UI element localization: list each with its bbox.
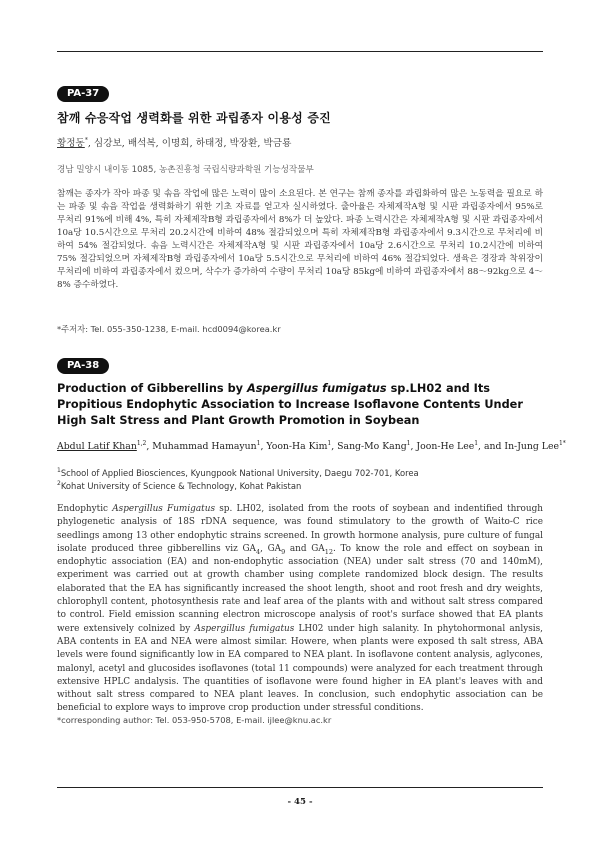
body-text-run: . To know the role and effect on soybean in endophytic association (EA) and non-endophytic association (NEA) under salt stress (70 and 140mM), experiment was carried out at growth chamber using complete randomized block design. The results elaborated that the EA has significantly increased the shoot length, shoot and root fresh and dry weights, chlorophyll content, photosynthesis rate and leaf area of the plants with and without salt stress compared to control. Field emission scanning electron microscope analysis of root's surface showed that EA plants were extensively colnized by — [57, 543, 543, 634]
corresponding-author-note-ko: *주저자: Tel. 055-350-1238, E-mail. hcd0094@korea.kr — [57, 324, 281, 334]
author-affiliation-mark: 1 — [474, 439, 479, 447]
author-affiliation-mark: 1* — [558, 439, 566, 447]
author-name-en: Joon-He Lee — [416, 441, 475, 452]
author-list-ko — [57, 135, 291, 149]
author-name-en: Sang-Mo Kang — [337, 441, 407, 452]
subscript: 12 — [324, 547, 333, 556]
abstract-body-en — [57, 503, 543, 716]
page-number: - 45 - — [287, 797, 313, 807]
affiliation-line-en — [57, 468, 419, 478]
subscript: 9 — [281, 547, 286, 556]
affiliation-line-en — [57, 481, 301, 491]
author-separator: , — [257, 138, 264, 149]
title-en-species: Aspergillus fumigatus — [246, 382, 387, 395]
species-name: Aspergillus Fumigatus — [112, 504, 215, 514]
author-separator: , and — [478, 441, 505, 452]
author-name-ko: 하태정 — [195, 138, 224, 149]
author-name-en: Abdul Latif Khan — [57, 441, 137, 452]
author-mark-ko: * — [84, 136, 88, 144]
affiliation-ko: 경남 밀양시 내이동 1085, 농촌진흥청 국립식량과학원 기능성작물부 — [57, 165, 314, 175]
author-name-ko: 심강보 — [93, 138, 122, 149]
species-name: Aspergillus fumigatus — [194, 623, 295, 634]
body-text-run: sp. LH02, isolated from the roots of soybean and indentified through phylogenetic analysis of 18S rDNA sequence, was found stimulatory to the growth of Waito-C rice seedlings among 13 other endophytic strains screened. In growth hormone analysis, pure culture of fungal isolate produced three gibberellins viz GA — [57, 504, 544, 554]
author-separator: , — [155, 138, 162, 149]
subscript: 4 — [255, 547, 261, 556]
body-text-run: Endophytic — [57, 504, 113, 514]
top-rule — [57, 51, 543, 52]
title-en-part2: sp.LH02 and Its Propitious Endophytic Association to Increase Isoflavone Contents Under High Salt Stress and Plant Growth Promotion in Soybean — [57, 382, 523, 427]
body-text-run: LH02 under high salanity. In phytohormonal anlysis, ABA contents in EA and NEA were almost similar. Howere, when plants were exposed th salt stress, ABA levels were found significantly low in EA compared to NEA plant. In isoflavone content analysis, aglycones, malonyl, acetyl and glucosides isoflavones (total 11 compounds) were analyzed for each treatment through extensive HPLC andalysis. The quantities of isoflavone were found higher in EA plant's leaves with and without salt stress compared to NEA plant leaves. In conclusion, such endophytic association can be beneficial to explore ways to improve crop production under stressful conditions. — [57, 623, 543, 714]
author-affiliation-mark: 1,2 — [136, 439, 147, 447]
abstract-badge-pa37: PA-37 — [57, 86, 109, 102]
corresponding-author-note-en: *corresponding author: Tel. 053-950-5708, E-mail. ijlee@knu.ac.kr — [57, 715, 332, 725]
abstract-title-ko: 참깨 슈응작업 생력화를 위한 과립종자 이용성 증진 — [57, 111, 331, 125]
author-name-ko: 이명희 — [161, 138, 190, 149]
author-separator: , — [87, 138, 94, 149]
author-name-en: Muhammad Hamayun — [152, 441, 257, 452]
author-name-en: In-Jung Lee — [504, 441, 559, 452]
affiliation-text: School of Applied Biosciences, Kyungpook National University, Daegu 702-701, Korea — [60, 468, 419, 478]
author-affiliation-mark: 1 — [327, 439, 332, 447]
author-name-en: Yoon-Ha Kim — [266, 441, 328, 452]
author-name-ko: 배석복 — [127, 138, 156, 149]
author-separator: , — [121, 138, 128, 149]
author-name-ko: 박금룡 — [263, 138, 292, 149]
author-separator: , — [146, 441, 153, 452]
author-affiliation-mark: 1 — [406, 439, 411, 447]
author-separator: , — [260, 441, 267, 452]
author-separator: , — [223, 138, 230, 149]
author-affiliation-mark: 1 — [256, 439, 261, 447]
body-text-run: and GA — [285, 543, 325, 554]
author-name-ko: 박장환 — [229, 138, 258, 149]
affiliation-text: Kohat University of Science & Technology, Kohat Pakistan — [60, 481, 302, 491]
bottom-rule — [57, 787, 543, 788]
body-text-run: , GA — [260, 543, 282, 554]
author-separator: , — [410, 441, 417, 452]
author-list-en — [57, 439, 566, 452]
title-en-part1: Production of Gibberellins by — [57, 382, 247, 395]
abstract-title-en — [57, 381, 547, 429]
affiliation-number: 2 — [57, 480, 61, 488]
affiliation-number: 1 — [57, 467, 61, 475]
author-separator: , — [189, 138, 196, 149]
author-separator: , — [331, 441, 338, 452]
abstract-body-ko: 참깨는 종자가 작아 파종 및 솎음 작업에 많은 노력이 많이 소요된다. 본 연구는 참깨 종자를 과립화하여 많은 노동력을 필요로 하는 파종 및 솎음 작업을 생력화하기 위한 기초 자료를 얻고자 실시하였다. 출아율은 자체제작A형 및 시판 과립종자에서 95%로 무처리 91%에 비해 4%, 특히 자체제작B형 과립종자에서 8%가 더 높았다. 파종 노력시간은 자체제작A형 및 시판 과립종자에서 10a당 10.5시간으로 무처리 20.2시간에 비하여 48% 절감되었으며 특히 자체제작B형 과립종자에서 9.3시간으로 무처리에 비하여 54% 절감되었다. 솎음 노력시간은 자체제작A형 및 시판 과립종자에서 10a당 2.6시간으로 무처리 10.2시간에 비하여 75% 절감되었으며 자체제작B형 과립종자에서 10a당 5.5시간으로 무처리에 비하여 46% 절감되었다. 생육은 경장과 착위장이 무처리에 비하여 과립종자에서 컸으며, 삭수가 증가하여 수량이 무처리 10a당 85kg에 비하여 과립종자에서 88～92kg으로 4～8% 증수하였다. — [57, 189, 543, 291]
abstract-badge-pa38: PA-38 — [57, 358, 109, 374]
author-name-ko: 황정동 — [57, 138, 85, 149]
